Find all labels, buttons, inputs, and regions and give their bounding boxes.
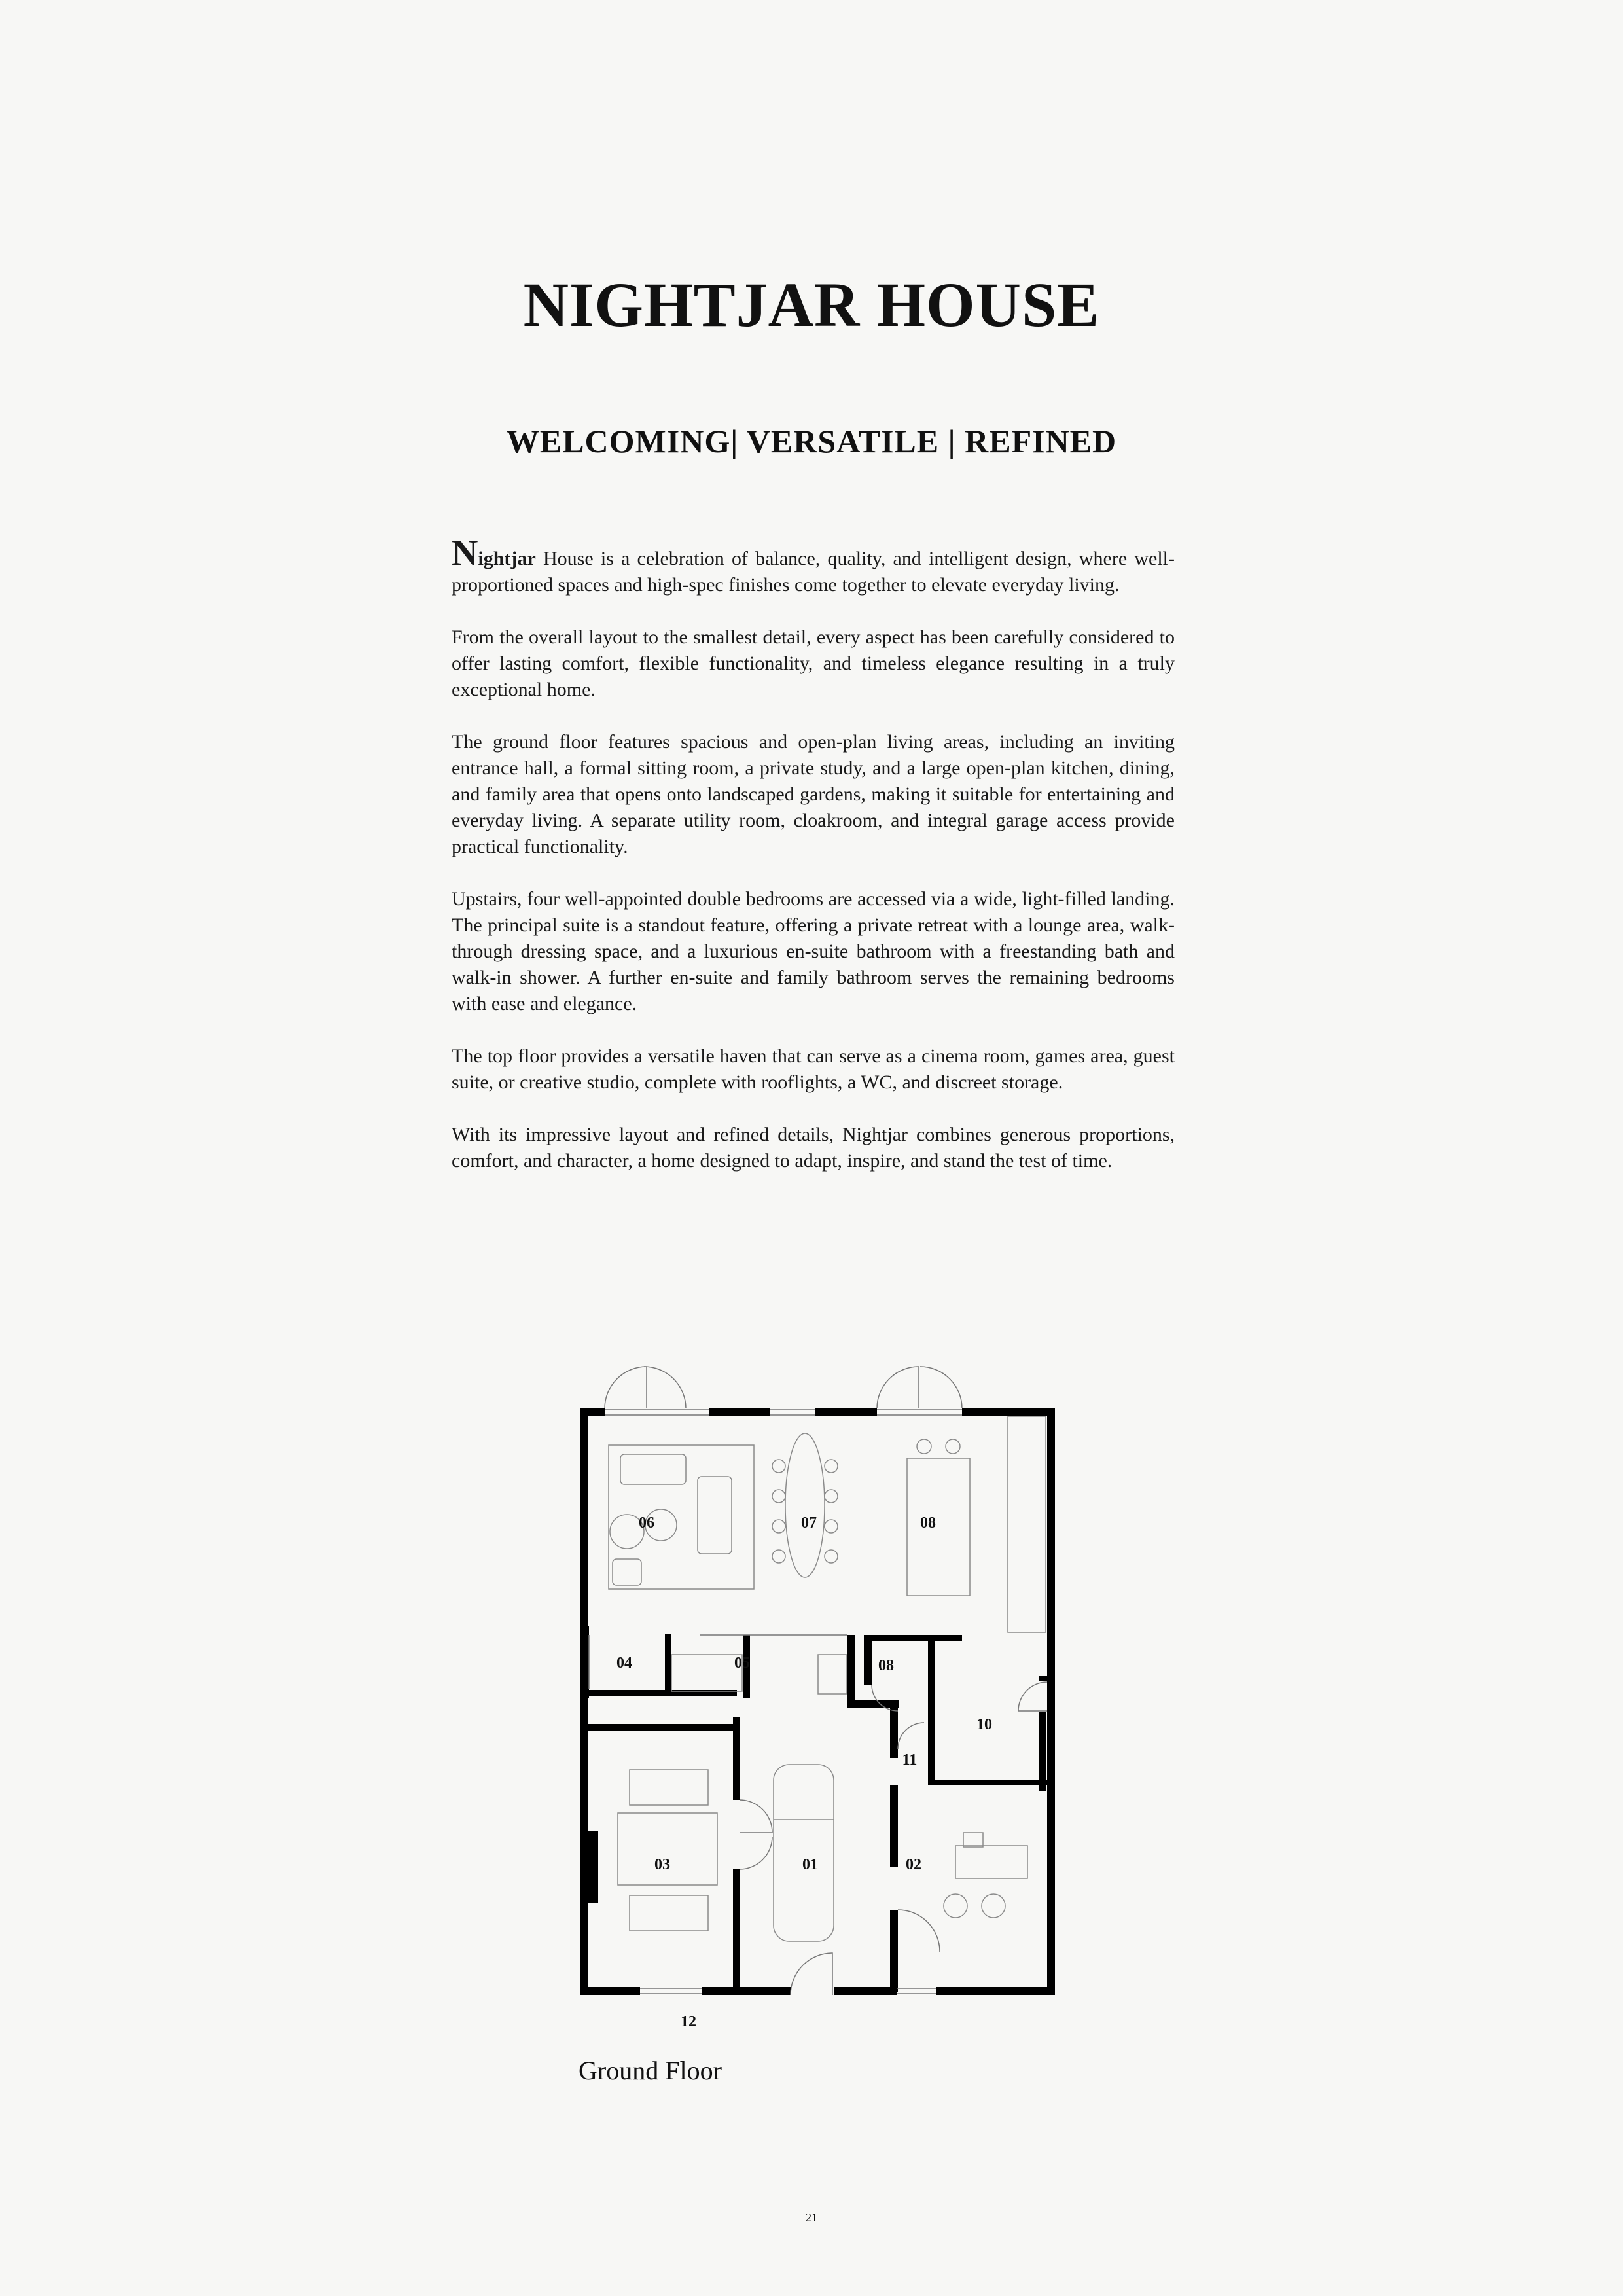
page-subtitle: WELCOMING| VERSATILE | REFINED [506, 423, 1117, 459]
room-label-10: 10 [976, 1716, 992, 1733]
room-label-04: 04 [616, 1655, 632, 1672]
description-text [452, 533, 1175, 1200]
drop-cap: N [452, 533, 478, 573]
intro-lead: ightjar [478, 548, 536, 569]
room-label-11: 11 [902, 1751, 918, 1768]
room-label-08-utility: 08 [878, 1657, 894, 1674]
room-label-12: 12 [681, 2013, 696, 2030]
furniture [609, 1416, 1046, 1941]
exterior-walls [580, 1408, 1055, 1995]
page-title: NIGHTJAR HOUSE [523, 270, 1100, 340]
paragraph-closing: With its impressive layout and refined details, Nightjar combines generous proportions, comfort, and character, a home designed to adapt, inspire, and stand the test of time. [452, 1124, 1175, 1172]
paragraph-ground-floor: The ground floor features spacious and open-plan living areas, including an inviting entrance hall, a formal sitting room, a private study, and a large open-plan kitchen, dining, and family area that opens onto landscaped gardens, making it suitable for entertaining and everyday living. A separate utility room, cloakroom, and integral garage access provide practical functionality. [452, 731, 1175, 857]
interior-walls [580, 1626, 1055, 1995]
room-label-07: 07 [801, 1515, 817, 1532]
page-number: 21 [806, 2211, 817, 2224]
paragraph-detail: From the overall layout to the smallest detail, every aspect has been carefully considered to offer lasting comfort, flexible functionality, and timeless elegance resulting in a truly exceptional home. [452, 626, 1175, 700]
intro-paragraph [452, 533, 1175, 598]
ground-floor-plan [550, 1361, 1073, 2042]
plan-caption: Ground Floor [579, 2056, 722, 2085]
room-label-05: 05 [734, 1655, 750, 1672]
room-label-02: 02 [906, 1856, 921, 1873]
paragraph-upstairs: Upstairs, four well-appointed double bedrooms are accessed via a wide, light-filled landing. The principal suite is a standout feature, offering a private retreat with a lounge area, walk-through dressing space, and a luxurious en-suite bathroom with a freestanding bath and walk-in shower. A further en-suite and family bathroom serves the remaining bedrooms with ease and elegance. [452, 888, 1175, 1014]
intro-rest: House is a celebration of balance, quality, and intelligent design, where well-proportioned spaces and high-spec finishes come together to elevate everyday living. [452, 548, 1175, 596]
room-labels [616, 1515, 992, 2030]
paragraph-top-floor: The top floor provides a versatile haven that can serve as a cinema room, games area, guest suite, or creative studio, complete with rooflights, a WC, and discreet storage. [452, 1045, 1175, 1093]
room-label-08: 08 [920, 1515, 936, 1532]
room-label-06: 06 [639, 1515, 654, 1532]
room-label-03: 03 [654, 1856, 670, 1873]
room-label-01: 01 [802, 1856, 818, 1873]
